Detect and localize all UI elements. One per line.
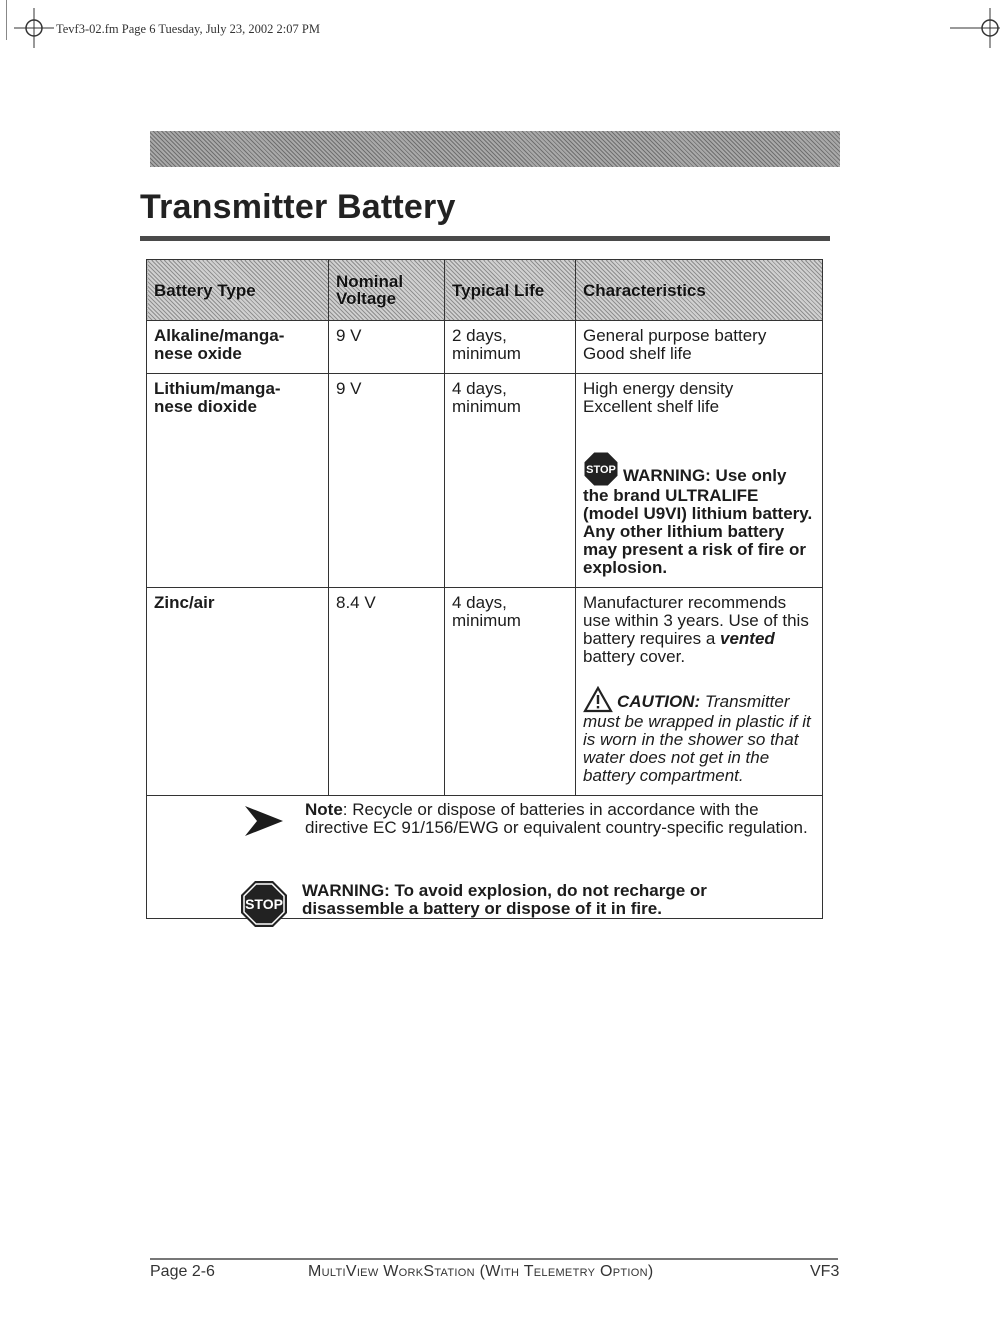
table-header-row	[147, 260, 823, 321]
warning-label: WARNING	[623, 466, 706, 485]
characteristics-text	[583, 594, 815, 666]
warning-text: : Use only the brand ULTRALIFE (model U9VI) lithium battery. Any other lithium battery may present a risk of fire or explosion.	[583, 466, 813, 577]
characteristics-text-part: Manufacturer recommends use within 3 years. Use of this battery requires a	[583, 593, 809, 648]
characteristics-cell	[576, 374, 823, 588]
characteristics-text: High energy density Excellent shelf life	[583, 379, 734, 416]
column-header-battery-type: Battery Type	[147, 260, 329, 321]
table-row	[147, 374, 823, 588]
page-number: Page 2-6	[150, 1263, 215, 1280]
characteristics-cell	[576, 588, 823, 796]
crop-mark-left-icon	[14, 8, 54, 48]
footer-rule	[150, 1258, 838, 1260]
caution-label: CAUTION:	[617, 692, 701, 711]
caution-text: Transmitter must be wrapped in plastic if it is worn in the shower so that water does not get in the battery compartment.	[583, 692, 811, 785]
battery-type-cell: Alkaline/manga- nese oxide	[147, 321, 329, 374]
footer-code: VF3	[810, 1263, 840, 1280]
life-cell: 4 days, minimum	[445, 374, 576, 588]
column-header-nominal-voltage: Nominal Voltage	[329, 260, 445, 321]
header-band	[150, 131, 840, 167]
title-rule	[140, 236, 830, 241]
vented-emphasis: vented	[720, 629, 775, 648]
lithium-warning	[583, 451, 815, 577]
edge-mark	[6, 0, 7, 40]
column-header-characteristics: Characteristics	[576, 260, 823, 321]
footer-document-title: MultiView WorkStation (With Telemetry Option)	[308, 1263, 654, 1280]
stop-sign-icon	[583, 451, 619, 487]
bottom-warning: WARNING: To avoid explosion, do not recharge or disassemble a battery or dispose of it in fire.	[302, 881, 707, 918]
battery-type-cell: Zinc/air	[147, 588, 329, 796]
note-label: Note	[305, 800, 343, 819]
stop-sign-icon	[240, 880, 288, 928]
battery-type-cell: Lithium/manga- nese dioxide	[147, 374, 329, 588]
voltage-cell: 9 V	[329, 321, 445, 374]
svg-text:STOP: STOP	[245, 896, 283, 912]
note-cell	[147, 796, 823, 919]
crop-mark-right-icon	[950, 8, 1000, 48]
zinc-caution	[583, 686, 815, 785]
svg-text:STOP: STOP	[586, 464, 616, 476]
print-header: Tevf3-02.fm Page 6 Tuesday, July 23, 2002 2:07 PM	[56, 22, 320, 36]
page-title: Transmitter Battery	[140, 188, 456, 226]
voltage-cell: 9 V	[329, 374, 445, 588]
characteristics-text-part: battery cover.	[583, 647, 686, 666]
life-cell: 4 days, minimum	[445, 588, 576, 796]
warning-triangle-icon	[583, 686, 613, 713]
voltage-cell: 8.4 V	[329, 588, 445, 796]
characteristics-cell: General purpose battery Good shelf life	[576, 321, 823, 374]
life-cell: 2 days, minimum	[445, 321, 576, 374]
battery-table	[146, 259, 823, 919]
arrow-pointer-icon	[243, 804, 285, 838]
note-body: : Recycle or dispose of batteries in accordance with the directive EC 91/156/EWG or equivalent country-specific regulation.	[305, 800, 808, 837]
table-row	[147, 321, 823, 374]
table-row	[147, 588, 823, 796]
note-row	[147, 796, 823, 919]
note-text	[305, 801, 817, 837]
column-header-typical-life: Typical Life	[445, 260, 576, 321]
